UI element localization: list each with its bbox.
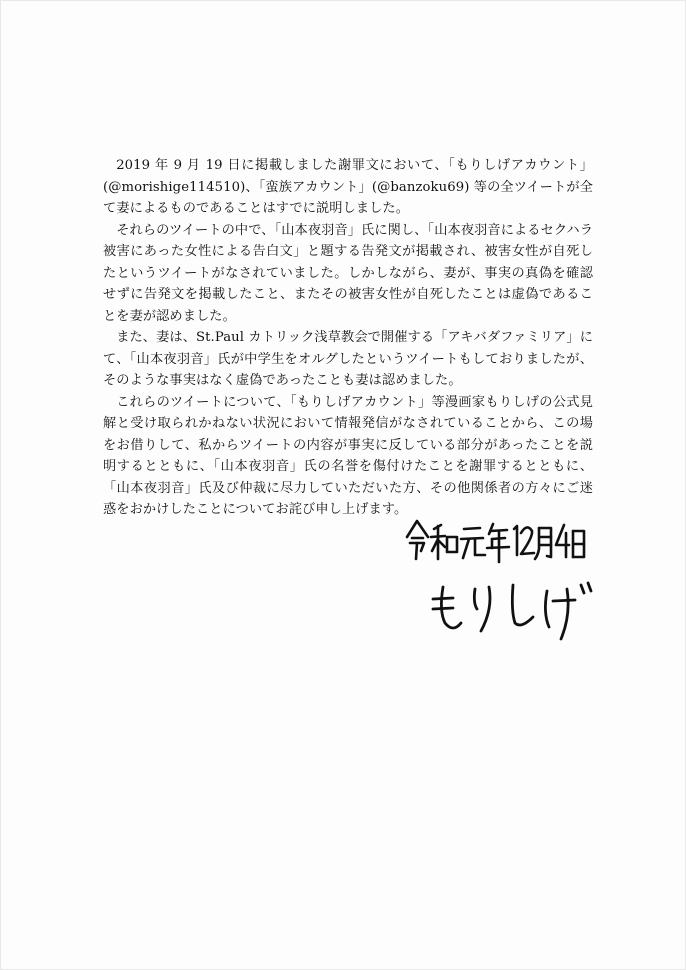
signature-date: [401, 507, 591, 567]
paragraph-1: 2019 年 9 月 19 日に掲載しました謝罪文において、「もりしげアカウント」(@morishige114510)、「蛮族アカウント」(@banzoku69) 等の全ツイートが全て妻によるものであることはすでに説明しました。: [103, 158, 593, 216]
apology-body: [103, 155, 593, 521]
handwritten-signature: [401, 507, 601, 647]
paragraph-3: また、妻は、St.Paul カトリック浅草教会で開催する「アキバダファミリア」にて、「山本夜羽音」氏が中学生をオルグしたというツイートもしておりましたが、そのような事実はなく虚偽であったことも妻は認めました。: [103, 330, 593, 388]
paragraph-2: それらのツイートの中で、「山本夜羽音」氏に関し、「山本夜羽音によるセクハラ被害にあった女性による告白文」と題する告発文が掲載され、被害女性が自死したというツイートがなされていました。しかしながら、妻が、事実の真偽を確認せずに告発文を掲載したこと、またその被害女性が自死したことは虚偽であることを妻が認めました。: [103, 222, 593, 324]
signature-name: [429, 579, 599, 649]
paragraph-4: これらのツイートについて、「もりしげアカウント」等漫画家もりしげの公式見解と受け取られかねない状況において情報発信がなされていることから、この場をお借りして、私からツイートの内容が事実に反している部分があったことを説明するとともに、「山本夜羽音」氏の名誉を傷付けたことを謝罪するとともに、「山本夜羽音」氏及び仲裁に尽力していただいた方、その他関係者の方々にご迷惑をおかけしたことについてお詫び申し上げます。: [103, 394, 593, 517]
